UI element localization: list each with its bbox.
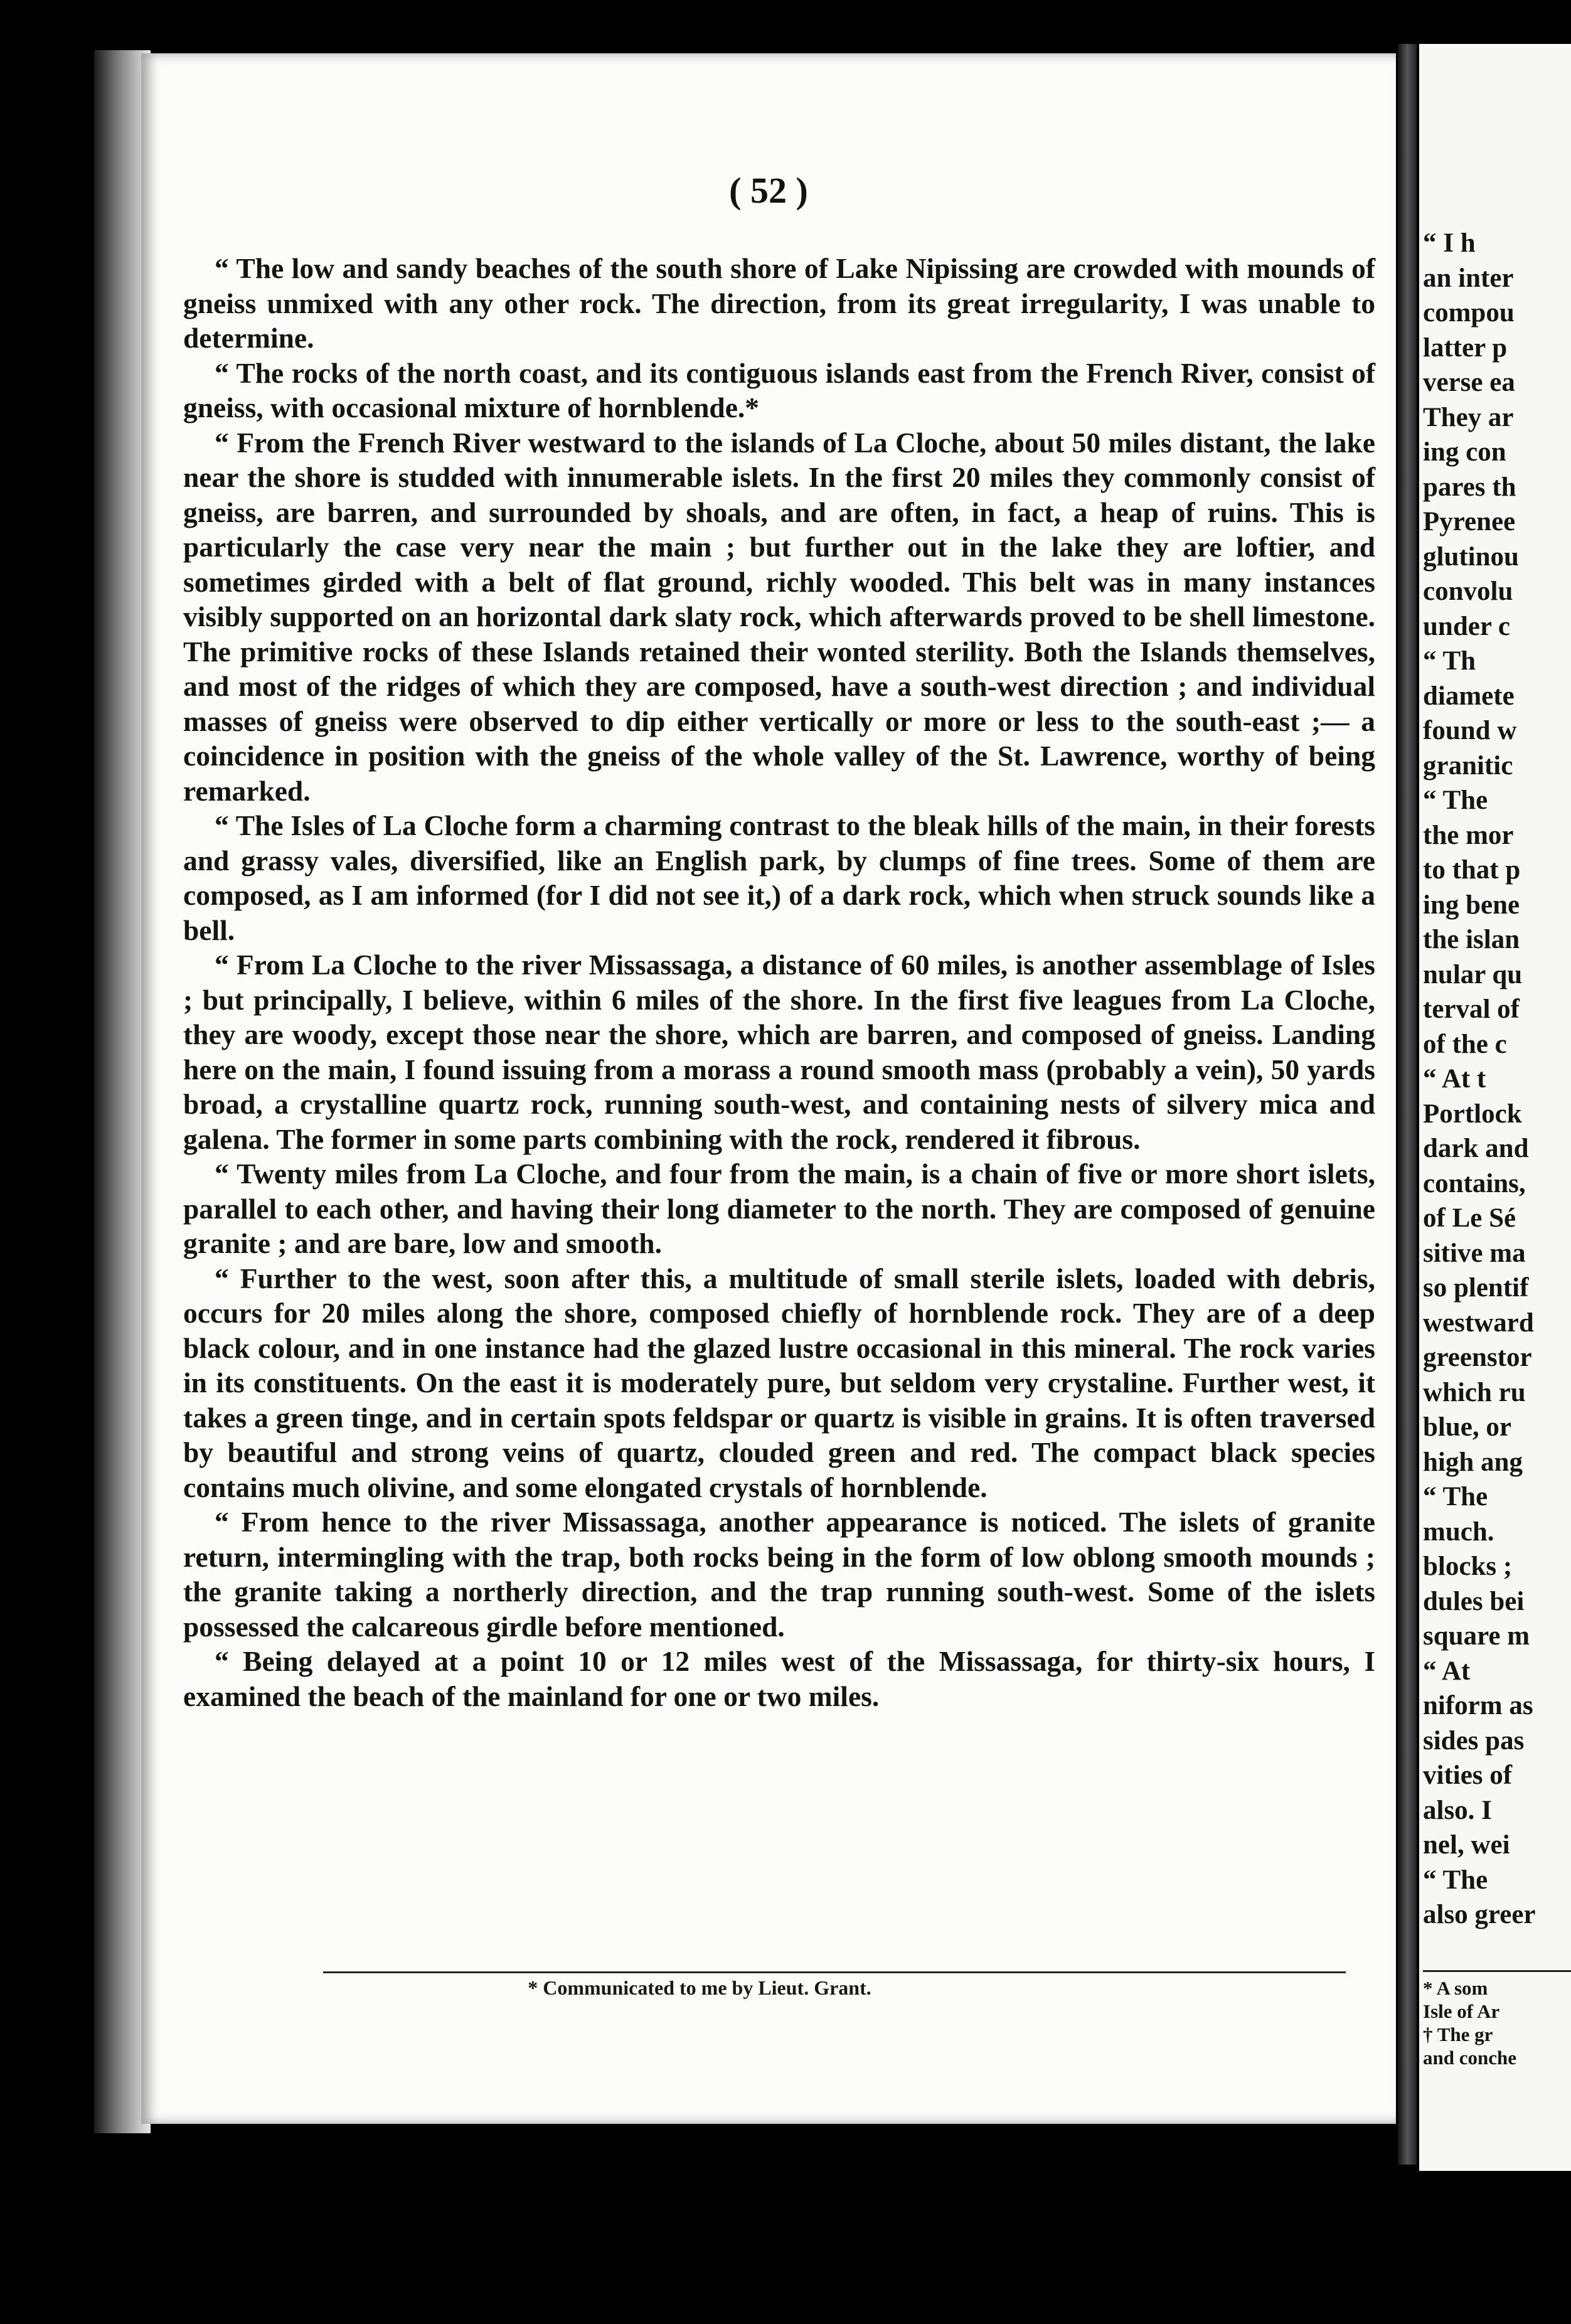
- right-page-line: “ Th: [1423, 646, 1476, 676]
- right-page-footnote: and conche: [1423, 2047, 1516, 2069]
- right-page-line: blue, or: [1423, 1412, 1511, 1442]
- right-page-line: under c: [1423, 611, 1510, 641]
- paragraph-hornblende-islets: “ Further to the west, soon after this, a multitude of small sterile islets, loaded with debris, occurs for 20 miles along the shore, composed chiefly of hornblende rock. They are of a deep black colour, and in one instance had the glazed lustre occasional in this mineral. The rock varies in its constituents. On the east it is moderately pure, but seldom very crystaline. Further west, it takes a green tinge, and in certain spots feldspar or quartz is visible in grains. It is often traversed by beautiful and strong veins of quartz, clouded green and red. The compact black species contains much olivine, and some elongated crystals of hornblende.: [183, 1262, 1375, 1503]
- right-page-line: the islan: [1423, 925, 1520, 954]
- right-page-line: nular qu: [1423, 959, 1523, 989]
- right-page-line: sitive ma: [1423, 1238, 1526, 1268]
- book-gutter: [1398, 44, 1417, 2165]
- right-page-line: compou: [1423, 298, 1515, 328]
- right-page-line: diamete: [1423, 681, 1515, 711]
- paragraph-river-missassaga: “ From La Cloche to the river Missassaga, a distance of 60 miles, is another assemblage of Isles ; but principally, I believe, within 6 miles of the shore. In the first five leagues from La Cloche, they are woody, except those near the shore, which are barren, and composed of gneiss. Landing here on the main, I found issuing from a morass a round smooth mass (probably a vein), 50 yards broad, a crystalline quartz rock, running south-west, and containing nests of silvery mica and galena. The former in some parts combining with the rock, rendered it fibrous.: [183, 949, 1375, 1155]
- right-page-line: verse ea: [1423, 368, 1515, 397]
- paragraph-north-coast: “ The rocks of the north coast, and its contiguous islands east from the French River, consist of gneiss, with occasional mixture of hornblende.*: [183, 356, 1375, 424]
- right-page-line: so plentif: [1423, 1273, 1529, 1303]
- right-page-line: vities of: [1423, 1761, 1513, 1790]
- right-page-line: contains,: [1423, 1168, 1526, 1198]
- right-page-footnotes: [1423, 1976, 1571, 2069]
- paragraph-granite-islets: “ Twenty miles from La Cloche, and four from the main, is a chain of five or more short islets, parallel to each other, and having their long diameter to the north. They are composed of genuine granite ; and are bare, low and smooth.: [183, 1158, 1375, 1259]
- right-page-footnote: * A som: [1423, 1977, 1488, 1999]
- right-page-line: pares th: [1423, 472, 1516, 502]
- footnote: * Communicated to me by Lieut. Grant.: [528, 1976, 871, 1999]
- right-page-line: “ The: [1423, 1865, 1488, 1895]
- page-number: ( 52 ): [729, 170, 808, 211]
- right-page-line: sides pas: [1423, 1725, 1525, 1756]
- right-page-line: ing bene: [1423, 890, 1520, 920]
- right-page-line: to that p: [1423, 855, 1521, 885]
- right-page-line: high ang: [1423, 1447, 1523, 1477]
- right-page-line: also. I: [1423, 1795, 1492, 1825]
- right-page-line: the mor: [1423, 820, 1514, 850]
- right-page-line: of Le Sé: [1423, 1203, 1516, 1233]
- right-page-line: “ The: [1423, 786, 1488, 815]
- right-page-line: glutinou: [1423, 541, 1519, 572]
- right-page-line: blocks ;: [1423, 1552, 1513, 1581]
- right-page-line: westward: [1423, 1308, 1534, 1338]
- right-page-line: granitic: [1423, 750, 1513, 781]
- paragraph-granite-trap: “ From hence to the river Missassaga, another appearance is noticed. The islets of granite return, intermingling with the trap, both rocks being in the form of low oblong smooth mounds ; the granite taking a northerly direction, and the trap running south-west. Some of the islets possessed the calcareous girdle before mentioned.: [183, 1506, 1375, 1643]
- right-page-line: dark and: [1423, 1134, 1529, 1163]
- right-page-line: an inter: [1423, 263, 1514, 293]
- right-page-line: latter p: [1423, 333, 1508, 363]
- paragraph-french-river: “ From the French River westward to the islands of La Cloche, about 50 miles distant, the lake near the shore is studded with innumerable islets. In the first 20 miles they commonly consist of gneiss, are barren, and surrounded by shoals, and are often, in fact, a heap of ruins. This is particularly the case very near the main ; but further out in the lake they are loftier, and sometimes girded with a belt of flat ground, richly wooded. This belt was in many instances visibly supported on an horizontal dark slaty rock, which afterwards proved to be shell limestone. The primitive rocks of these Islands retained their wonted sterility. Both the Islands themselves, and most of the ridges of which they are composed, have a south-west direction ; and individual masses of gneiss were observed to dip either vertically or more or less to the south-east ;— a coincidence in position with the gneiss of the whole valley of the St. Lawrence, worthy of being remarked.: [183, 426, 1375, 807]
- right-page-line: found w: [1423, 716, 1517, 745]
- right-page-footnote: Isle of Ar: [1423, 2000, 1500, 2022]
- right-page-line: greenstor: [1423, 1343, 1532, 1372]
- right-page-line: Portlock: [1423, 1099, 1522, 1129]
- right-page-line: ing con: [1423, 437, 1506, 467]
- right-page-footnote: † The gr: [1423, 2023, 1493, 2045]
- right-page-line: Pyrenee: [1423, 507, 1516, 536]
- right-page-line: “ I h: [1423, 228, 1476, 258]
- right-page-line: of the c: [1423, 1029, 1507, 1059]
- right-page-line: square m: [1423, 1621, 1530, 1651]
- right-page-line: niform as: [1423, 1691, 1533, 1720]
- right-page-line: which ru: [1423, 1377, 1526, 1407]
- right-page-text: [1423, 226, 1571, 1932]
- right-page-line: “ The: [1423, 1482, 1488, 1511]
- right-page-line: also greer: [1423, 1900, 1536, 1929]
- right-page-footnote-rule: [1423, 1970, 1571, 1972]
- right-page-line: They ar: [1423, 402, 1514, 432]
- right-page-line: nel, wei: [1423, 1830, 1510, 1860]
- paragraph-lake-nipissing: “ The low and sandy beaches of the south shore of Lake Nipissing are crowded with mounds of gneiss unmixed with any other rock. The direction, from its great irregularity, I was unable to determine.: [183, 252, 1375, 354]
- page-body-text: [183, 251, 1375, 1714]
- right-page-line: convolu: [1423, 577, 1513, 606]
- footnote-rule: [323, 1971, 1346, 1973]
- right-page-line: dules bei: [1423, 1586, 1525, 1616]
- paragraph-isles-la-cloche: “ The Isles of La Cloche form a charming contrast to the bleak hills of the main, in their forests and grassy vales, diversified, like an English park, by clumps of fine trees. Some of them are composed, as I am informed (for I did not see it,) of a dark rock, which when struck sounds like a bell.: [183, 809, 1375, 946]
- right-page-line: “ At: [1423, 1656, 1471, 1686]
- right-page-line: terval of: [1423, 994, 1520, 1024]
- right-page-line: “ At t: [1423, 1064, 1486, 1094]
- right-page-line: much.: [1423, 1516, 1494, 1547]
- paragraph-delayed-at-point: “ Being delayed at a point 10 or 12 miles west of the Missassaga, for thirty-six hours, I examined the beach of the mainland for one or two miles.: [183, 1645, 1375, 1712]
